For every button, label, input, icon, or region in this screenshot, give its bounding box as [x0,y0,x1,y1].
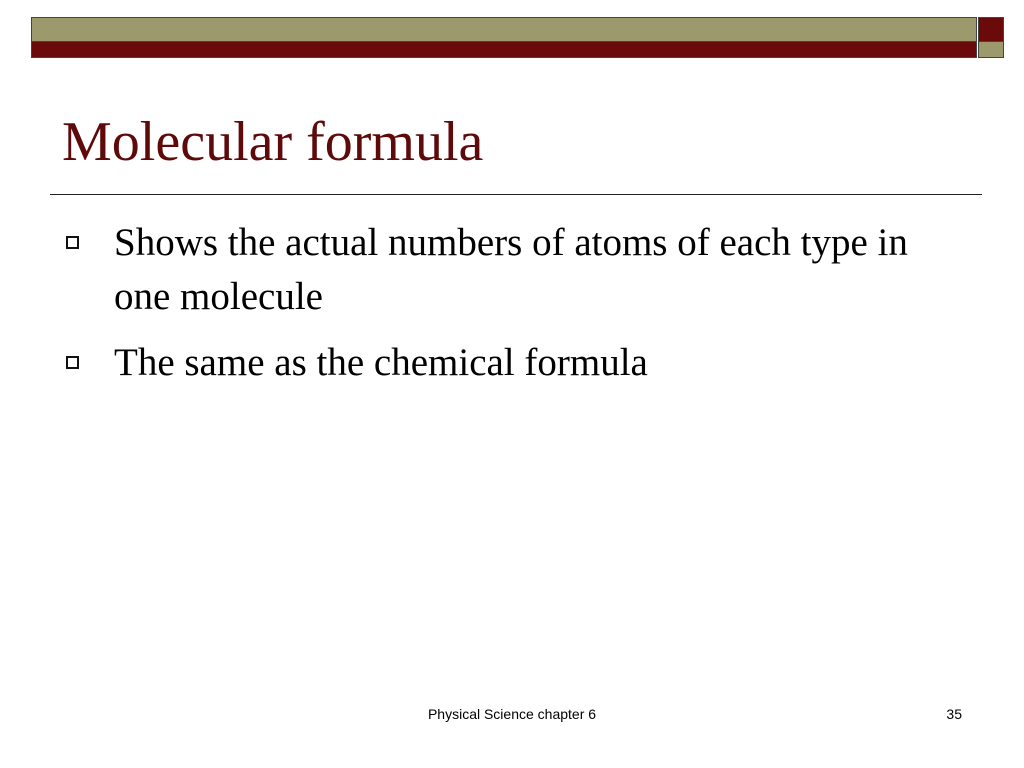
slide-title: Molecular formula [62,111,484,173]
bullet-text: Shows the actual numbers of atoms of each type in one molecule [114,221,908,318]
bullet-list [62,216,942,401]
hollow-square-bullet-icon [66,236,79,249]
bullet-item [62,336,942,390]
footer-text: Physical Science chapter 6 [427,706,597,722]
title-divider [50,194,982,195]
banner-corner-olive-square [978,42,1004,58]
banner-olive-bar [31,17,977,42]
slide-number: 35 [946,706,962,722]
bullet-text: The same as the chemical formula [114,340,648,384]
bullet-item [62,216,942,324]
banner-maroon-bar [31,42,977,58]
hollow-square-bullet-icon [66,356,79,369]
banner-corner-maroon-square [978,17,1004,42]
